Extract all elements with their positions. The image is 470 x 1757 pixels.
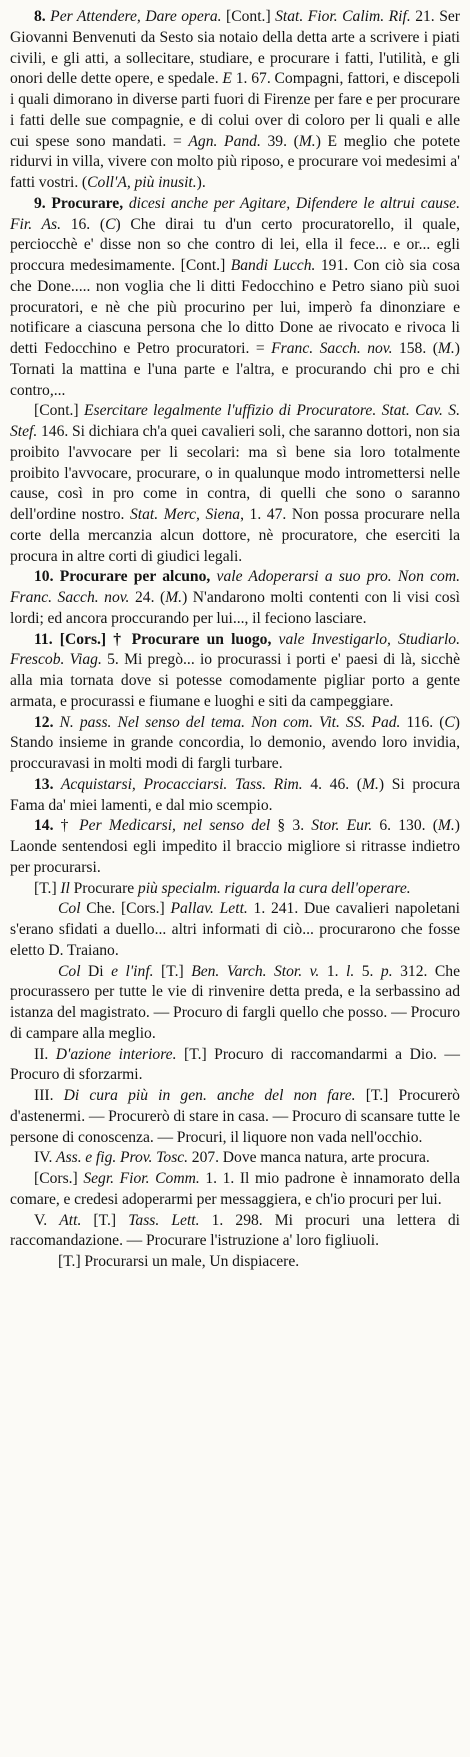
italic-text: M. bbox=[437, 340, 455, 357]
italic-text: Franc. Sacch. nov. bbox=[271, 340, 393, 357]
italic-text: Ass. e fig. Prov. Tosc. bbox=[56, 1149, 189, 1167]
entry-number: 11. bbox=[34, 630, 53, 648]
entry-headword: Procurare, bbox=[45, 194, 124, 212]
entry-number: 13. bbox=[34, 775, 54, 793]
text-run: 6. 130. ( bbox=[372, 817, 438, 835]
text-run: † bbox=[53, 817, 80, 835]
italic-text: Pallav. Lett. bbox=[170, 900, 248, 918]
text-run: ) E meglio che potete ridurvi in villa, vivere con molto più riposo, e procurare voi medesimi a' fatti vostri. ( bbox=[10, 132, 461, 191]
italic-text: C bbox=[105, 215, 116, 233]
entry-number: 10. bbox=[34, 568, 54, 586]
text-run: II. bbox=[34, 1045, 56, 1063]
text-run: ) Tornati la mattina e l'una parte e l'altra, e procurando chi pro e chi contro,... bbox=[10, 340, 460, 399]
text-run: 5. bbox=[354, 962, 381, 980]
entry-number: 14. bbox=[34, 817, 54, 835]
text-run: [T.] bbox=[153, 962, 192, 980]
text-run: IV. bbox=[34, 1149, 57, 1167]
dictionary-entry bbox=[10, 401, 460, 567]
text-run: Di bbox=[80, 962, 112, 980]
dictionary-entry bbox=[10, 7, 460, 194]
italic-text: Stat. Fior. Calim. Rif. bbox=[275, 8, 411, 25]
text-run: [Cont.] bbox=[221, 8, 276, 25]
text-run: III. bbox=[34, 1087, 64, 1104]
italic-text: l. bbox=[346, 962, 355, 980]
text-run: 4. 46. ( bbox=[302, 775, 362, 793]
italic-text: M. bbox=[165, 589, 183, 606]
text-run: 21. Ser Giovanni Benvenuti da Sesto sia notaio della detta arte a scrivere i piati civili, e gli atti, a sollecitare, studiare, e procurare i fatti, l'utilità, e gli onori delle dette opere, e spedale. bbox=[10, 8, 460, 88]
text-run: [T.] bbox=[81, 1211, 129, 1229]
text-run: 312. Che procurassero per tutte le vie di rinvenire detta preda, e la serbassino ad istanza del magistrato. — Procuro di fargli quello che posso. — Procuro di campare alla meglio. bbox=[10, 962, 460, 1042]
italic-text: Per Attendere, Dare opera. bbox=[45, 8, 222, 25]
text-run: 39. ( bbox=[260, 132, 299, 150]
text-run: 116. ( bbox=[400, 713, 445, 731]
italic-text: M. bbox=[298, 132, 316, 150]
dictionary-entry bbox=[10, 1169, 460, 1211]
text-run: ) Laonde sentendosi egli impedito il braccio migliore si ritrasse indietro per procurarsi. bbox=[10, 817, 460, 876]
dictionary-entry bbox=[10, 194, 460, 402]
dictionary-entry bbox=[10, 1086, 460, 1148]
italic-text: Per Medicarsi, nel senso del bbox=[79, 817, 271, 835]
italic-text: Di cura più in gen. anche del non fare. bbox=[63, 1087, 356, 1104]
dictionary-entry bbox=[10, 775, 460, 817]
text-run: 24. ( bbox=[129, 589, 166, 606]
text-run: ) N'andarono molti contenti con li visi così lordi; ed ancora proccurando per lui..., il feciono lasciare. bbox=[10, 589, 461, 627]
text-run: ) Che dirai tu d'un certo procuratorello, il quale, perciocchè e' disse non so che contro di lei, ella il fece... e or... egli proccura medesimamente. [Cont.] bbox=[10, 215, 460, 274]
italic-text: Att. bbox=[59, 1211, 82, 1229]
text-run: [T.] Procurerò d'astenermi. — Procurerò di stare in casa. — Procuro di scansare tutte le persone di conoscenza. — Procuri, il liquore non vada nell'occhio. bbox=[10, 1087, 460, 1146]
text-run: 158. ( bbox=[392, 340, 438, 357]
italic-text: vale Adoperarsi a suo pro. Non com. Franc. Sacch. nov. bbox=[10, 568, 460, 606]
entry-number: 8. bbox=[34, 8, 46, 25]
dictionary-entry bbox=[10, 816, 460, 878]
text-run: 1. bbox=[319, 962, 346, 980]
dictionary-entry bbox=[10, 1045, 460, 1087]
text-run: ). bbox=[196, 174, 206, 191]
italic-text: Il bbox=[60, 879, 70, 897]
text-run: 1. 298. Mi procuri una lettera di raccomandazione. — Procurare l'istruzione a' loro figliuoli. bbox=[10, 1211, 460, 1250]
dictionary-entry bbox=[10, 879, 460, 900]
text-run: [Cont.] bbox=[34, 402, 84, 420]
entry-number: 9. bbox=[34, 194, 46, 212]
text-run: [T.] Procurarsi un male, Un dispiacere. bbox=[58, 1253, 300, 1270]
italic-text: Segr. Fior. Comm. bbox=[83, 1170, 200, 1187]
dictionary-entry bbox=[10, 1148, 460, 1169]
dictionary-entry bbox=[10, 713, 460, 775]
italic-text: Col bbox=[58, 900, 81, 918]
entry-headword: [Cors.] † Procurare un luogo, bbox=[52, 630, 272, 648]
text-run: § 3. bbox=[270, 817, 312, 835]
italic-text: Col bbox=[58, 962, 81, 980]
italic-text: dicesi anche per Agitare, Difendere le altrui cause. Fir. As. bbox=[10, 194, 460, 233]
italic-text: Stor. Eur. bbox=[311, 817, 373, 835]
italic-text: Esercitare legalmente l'uffizio di Procuratore. Stat. Cav. S. Stef. bbox=[10, 402, 460, 440]
dictionary-entry bbox=[10, 1211, 460, 1253]
italic-text: M. bbox=[362, 775, 379, 793]
italic-text: Stat. Merc, Siena bbox=[130, 506, 241, 523]
text-run: ) Stando insieme in grande concordia, lo demonio, avendo loro invidia, proccuravasi in molti modi di fargli turbare. bbox=[10, 713, 460, 772]
text-run: , 1. 47. Non possa procurare nella corte della mercanzia alcun dottore, nè procuratore, che eserciti la procura in altre corti di giudici legali. bbox=[10, 506, 460, 565]
italic-text: Bandi Lucch. bbox=[230, 257, 316, 274]
italic-text: vale Investigarlo, Studiarlo. Frescob. Viag. bbox=[10, 630, 460, 669]
italic-text: Coll'A, più inusit. bbox=[87, 174, 197, 191]
dictionary-entry bbox=[10, 567, 460, 629]
dictionary-entry bbox=[10, 1252, 460, 1273]
text-run: 191. Con ciò sia cosa che Done..... non voglia che li ditti Fedocchino e Petro siano più suoi procuratori, e nè che più procurino per lui, imperò fa dinonziare e notificare a ciascuna persona che lo ditto Done ae rivocato e rivoca li detti Fedocchino e Petro procuratori. = bbox=[10, 257, 460, 357]
italic-text: D'azione interiore. bbox=[55, 1045, 177, 1063]
italic-text: Tass. Lett. bbox=[128, 1211, 200, 1229]
italic-text: più specialm. riguarda la cura dell'operare. bbox=[137, 879, 411, 897]
entry-list bbox=[10, 7, 460, 1273]
text-run: 1. 241. Due cavalieri napoletani s'erano sfidati a duello... altri informati di ciò... procurarono che fosse eletto D. Traiano. bbox=[10, 900, 460, 959]
text-run: Che. [Cors.] bbox=[80, 900, 171, 918]
italic-text: C bbox=[444, 713, 455, 731]
italic-text: M. bbox=[437, 817, 455, 835]
text-run: 1. 67. Compagni, fattori, e discepoli i quali dimorano in diverse parti fuori di Firenze per fare e per procurare i fatti delle sue compagnie, e di colui over di coloro per li quali e alle cui spese sono mandati. = bbox=[10, 70, 461, 150]
dictionary-entry bbox=[10, 630, 460, 713]
text-run: 207. Dove manca natura, arte procura. bbox=[188, 1149, 430, 1167]
text-run: 16. ( bbox=[61, 215, 106, 233]
italic-text: E bbox=[222, 70, 232, 88]
text-run: Procurare bbox=[69, 879, 138, 897]
text-run: V. bbox=[34, 1211, 60, 1229]
italic-text: p. bbox=[380, 962, 393, 980]
text-run: 5. Mi pregò... io procurassi i porti e' paesi di là, sicchè alla mia tornata dove si potesse comodamente pigliar porto a gente armata, e procurassi e fiumane e luoghi e siti da campeggiare. bbox=[10, 651, 460, 710]
italic-text: Acquistarsi, Procacciarsi. Tass. Rim. bbox=[53, 775, 303, 793]
text-run: [Cors.] bbox=[34, 1170, 84, 1187]
entry-headword: Procurare per alcuno, bbox=[53, 568, 211, 586]
entry-number: 12. bbox=[34, 713, 54, 731]
text-run: 146. Si dichiara ch'a quei cavalieri soli, che saranno dottori, non sia proibito l'avvocare per li secolari: ma sì bene sia loro totalmente proibito l'avvocare, procurare, o in qualunque modo intromettersi nelle cause, così in pro come in contra, di quelli che sono o saranno dell'ordine nostro. bbox=[10, 423, 460, 523]
italic-text: e l'inf. bbox=[111, 962, 154, 980]
dictionary-entry bbox=[10, 899, 460, 961]
italic-text: Agn. Pand. bbox=[188, 132, 261, 150]
text-run: [T.] bbox=[34, 879, 61, 897]
italic-text: N. pass. Nel senso del tema. Non com. Vit. SS. Pad. bbox=[53, 713, 401, 731]
text-run: 1. 1. Il mio padrone è innamorato della comare, e credesi adoperarmi per messaggiera, e ch'io procuri per lui. bbox=[10, 1170, 460, 1208]
text-run: [T.] Procuro di raccomandarmi a Dio. — Procuro di sforzarmi. bbox=[10, 1045, 460, 1084]
dictionary-entry bbox=[10, 962, 460, 1045]
italic-text: Ben. Varch. Stor. v. bbox=[191, 962, 320, 980]
text-run: ) Si procura Fama da' miei lamenti, e dal mio scempio. bbox=[10, 775, 460, 814]
